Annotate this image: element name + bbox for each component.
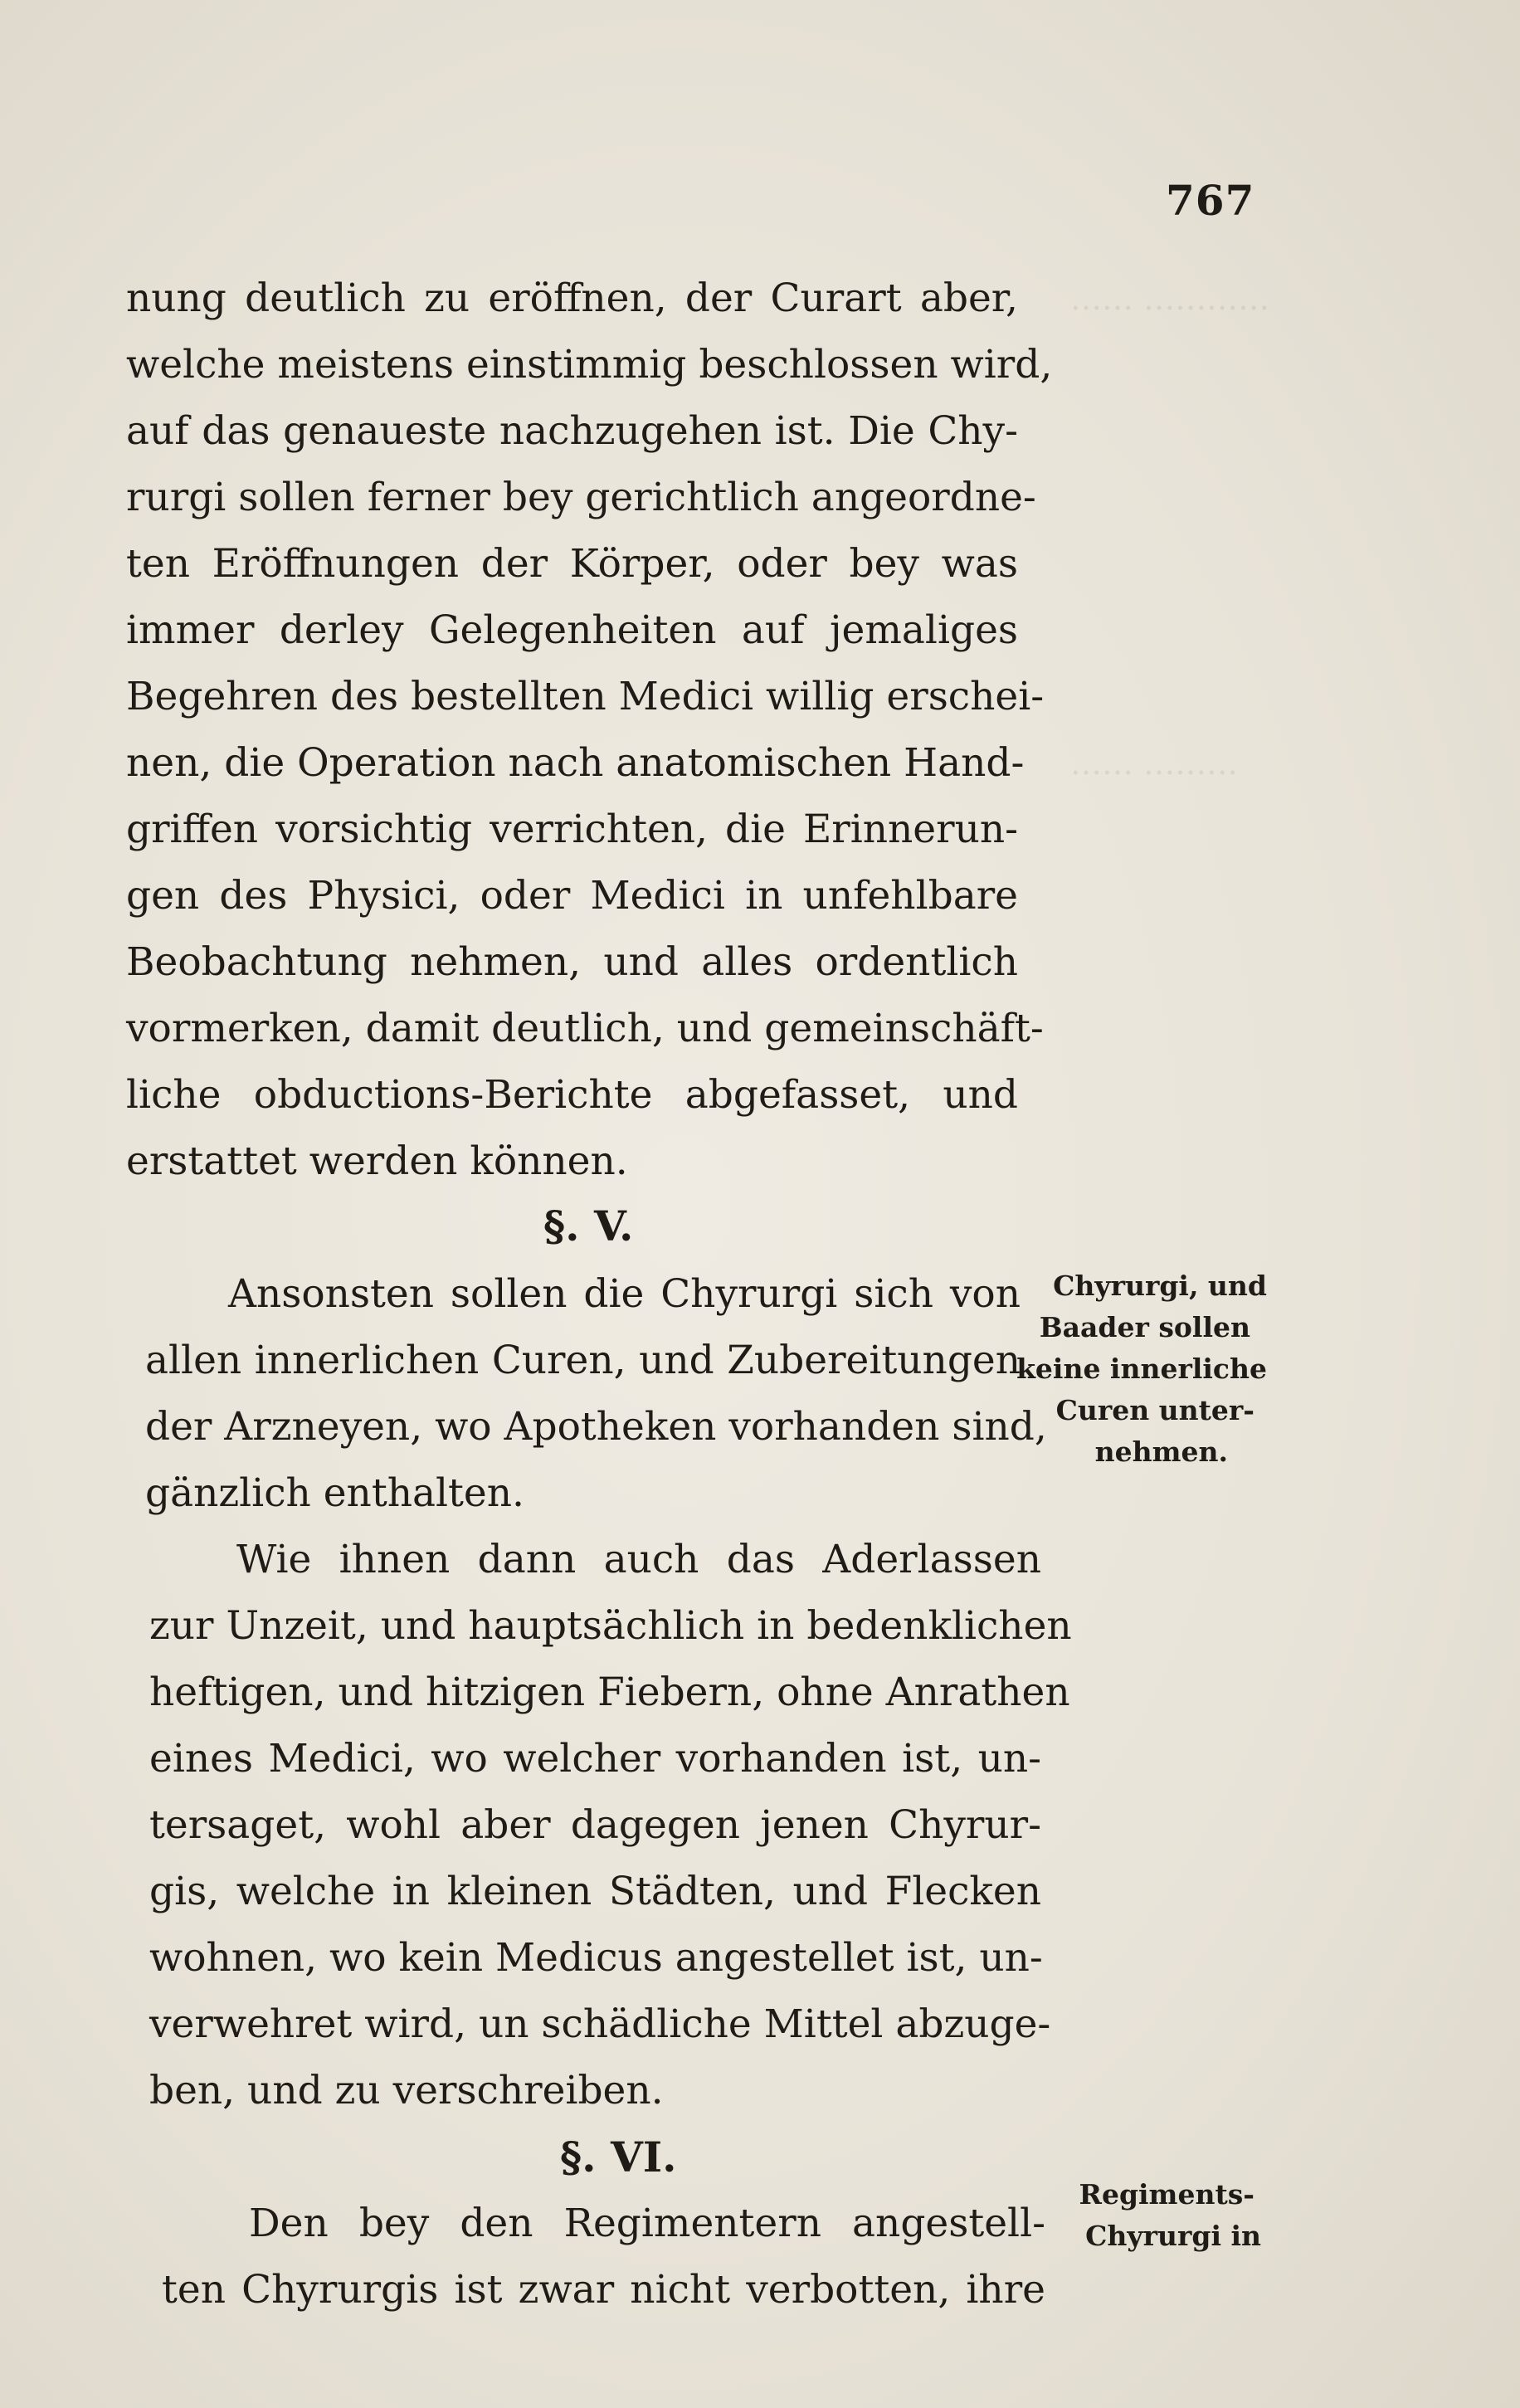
body-line: welche meistens einstimmig beschlossen wird,	[126, 342, 1053, 388]
margin-note-line: Chyrurgi in	[1085, 2220, 1261, 2252]
body-line: nen, die Operation nach anatomischen Hand-	[126, 740, 1025, 786]
body-line: liche obductions-Berichte abgefasset, und	[126, 1072, 1018, 1118]
body-line: Ansonsten sollen die Chyrurgi sich von	[228, 1271, 1021, 1317]
body-line: nung deutlich zu eröffnen, der Curart aber,	[126, 275, 1018, 321]
body-line: Wie ihnen dann auch das Aderlassen	[236, 1537, 1041, 1582]
body-line: erstattet werden können.	[126, 1138, 628, 1184]
body-line: gis, welche in kleinen Städten, und Flecken	[149, 1869, 1041, 1914]
body-line: ben, und zu verschreiben.	[149, 2068, 664, 2113]
margin-note-line: Baader sollen	[1039, 1311, 1250, 1343]
body-line: auf das genaueste nachzugehen ist. Die Chy-	[126, 408, 1018, 454]
margin-note-line: nehmen.	[1094, 1436, 1228, 1468]
body-line: Begehren des bestellten Medici willig erschei-	[126, 674, 1045, 719]
body-line: ten Chyrurgis ist zwar nicht verbotten, ihre	[162, 2267, 1045, 2313]
body-line: gänzlich enthalten.	[145, 1470, 524, 1516]
margin-note-line: keine innerliche	[1016, 1353, 1267, 1385]
body-line: der Arzneyen, wo Apotheken vorhanden sind,	[145, 1404, 1047, 1450]
bleed-through-text: ……… ……	[1070, 745, 1239, 782]
body-line: tersaget, wohl aber dagegen jenen Chyrur-	[149, 1802, 1041, 1848]
body-line: allen innerlichen Curen, und Zubereitungen	[145, 1338, 1021, 1383]
margin-note-line: Curen unter-	[1055, 1394, 1254, 1426]
body-line: ten Eröffnungen der Körper, oder bey was	[126, 541, 1018, 587]
bleed-through-text: ………… ……	[1070, 280, 1270, 317]
body-line: Beobachtung nehmen, und alles ordentlich	[126, 939, 1018, 985]
margin-note-line: Regiments-	[1079, 2178, 1254, 2211]
body-line: gen des Physici, oder Medici in unfehlbare	[126, 873, 1018, 919]
margin-note-line: Chyrurgi, und	[1053, 1270, 1267, 1302]
body-line: Den bey den Regimentern angestell-	[249, 2201, 1045, 2246]
body-line: vormerken, damit deutlich, und gemeinschäft-	[126, 1006, 1044, 1051]
body-line: heftigen, und hitzigen Fiebern, ohne Anrathen	[149, 1670, 1070, 1715]
body-line: eines Medici, wo welcher vorhanden ist, un-	[149, 1736, 1041, 1782]
body-line: wohnen, wo kein Medicus angestellet ist, un-	[149, 1935, 1043, 1981]
body-line: zur Unzeit, und hauptsächlich in bedenklichen	[149, 1603, 1072, 1649]
body-line: rurgi sollen ferner bey gerichtlich angeordne-	[126, 475, 1036, 520]
body-line: verwehret wird, un schädliche Mittel abzuge-	[149, 2001, 1051, 2047]
body-line: immer derley Gelegenheiten auf jemaliges	[126, 607, 1018, 653]
page-number: 767	[1166, 176, 1255, 225]
section-heading: §. VI.	[560, 2133, 677, 2181]
body-line: griffen vorsichtig verrichten, die Erinnerun-	[126, 807, 1018, 852]
section-heading: §. V.	[543, 1202, 634, 1250]
